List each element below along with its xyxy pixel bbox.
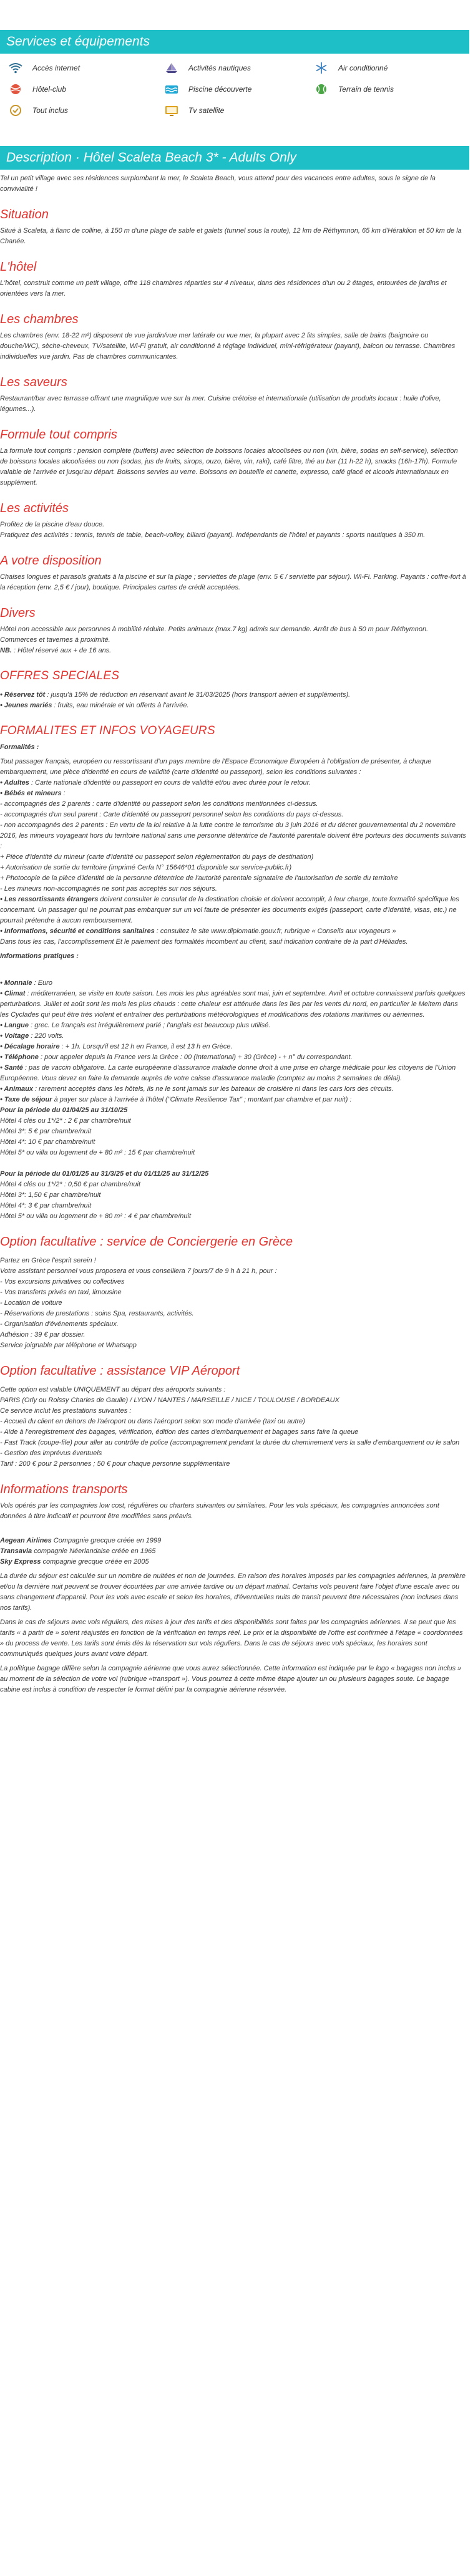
section-title-rooms: Les chambres xyxy=(0,312,79,326)
facility-internet xyxy=(7,61,163,75)
activities-text-1: Profitez de la piscine d'eau douce. xyxy=(0,521,105,528)
facility-label: Accès internet xyxy=(32,63,80,72)
rooms-text: Les chambres (env. 18-22 m²) disposent de vue jardin/vue mer latérale ou vue mer, la plupart avec 2 lits simples, salle de bains (baignoire ou douche/WC), sèche-cheveux, TV/satellite, Wi-Fi gratuit, air conditionné à réglage individuel, mini-réfrigérateur (payant), balcon ou terrasse. Chambres individuelles vue jardin. Pas de chambres communicantes. xyxy=(0,332,456,361)
airline-name: Aegean Airlines xyxy=(0,1537,52,1544)
babies-detail: + Photocopie de la pièce d'identité de la personne détentrice de l'autorité parentale signataire de l'autorisation de sortie du territoire xyxy=(0,874,398,882)
tax-period-title: Pour la période du 01/04/25 au 31/10/25 xyxy=(0,1106,128,1114)
babies-detail: - Les mineurs non-accompagnés ne sont pas acceptés sur nos séjours. xyxy=(0,885,217,893)
all-inclusive-icon xyxy=(7,104,24,117)
transport-intro: Vols opérés par les compagnies low cost, régulières ou charters suivantes ou similaires. Pour les vols spéciaux, les compagnies annoncées sont données à titre indicatif et pourront être modifiées sans préavis. xyxy=(0,1502,439,1520)
tax-line: • Taxe de séjour à payer sur place à l'arrivée à l'hôtel ("Climate Resilience Tax" ; montant par chambre et par nuit) : xyxy=(0,1096,352,1103)
description-content xyxy=(0,173,473,1695)
tax-period-title: Pour la période du 01/01/25 au 31/3/25 et du 01/11/25 au 31/12/25 xyxy=(0,1170,209,1178)
snowflake-icon xyxy=(313,61,329,75)
foreign-line: • Les ressortissants étrangers doivent consulter le consulat de la destination choisie et doivent accomplir, à leur charge, toute formalité spécifique les concernant. Un passager qui ne pourrait pas embarquer sur un vol faute de présenter les documents exigés (passeport, carte d'identité, visas, etc.) ne pourrait prétendre à aucun remboursement. xyxy=(0,896,459,924)
description-header: Description · Hôtel Scaleta Beach 3* - Adults Only xyxy=(0,146,469,170)
vip-list xyxy=(0,1385,467,1470)
formalities-outro: Dans tous les cas, l'accomplissement Et le paiement des formalités incombent au client, sauf indication contraire de la part d'Héliades. xyxy=(0,938,408,946)
transport-para-2: Dans le cas de séjours avec vols réguliers, des mises à jour des tarifs et des disponibilités sont faites par les compagnies aériennes. Il se peut que les tarifs « à partir de » soient réajustés en fonction de la vérification en temps réel. Le prix et la disponibilité de l'offre est confirmée à l'étape « coordonnées » du process de vente. Les tarifs sont émis dès la réservation sur vols réguliers. Dans le cas de séjours avec vols spéciaux, les horaires sont communiqués quelques jours avant votre départ. xyxy=(0,1619,463,1658)
babies-detail: - accompagnés d'un seul parent : Carte d'identité ou passeport personnel selon les conditions du pays ci-dessus. xyxy=(0,811,344,818)
timezone-line: • Décalage horaire : + 1h. Lorsqu'il est 12 h en France, il est 13 h en Grèce. xyxy=(0,1043,233,1050)
vip-line: Ce service inclut les prestations suivantes : xyxy=(0,1407,132,1415)
concierge-line: - Vos excursions privatives ou collectives xyxy=(0,1278,125,1286)
formalities-intro: Tout passager français, européen ou ressortissant d'un pays membre de l'Espace Economique Européen à l'obligation de présenter, à chaque embarquement, une pièce d'identité en cours de validité (carte d'identité ou passeport), selon les conditions suivantes : xyxy=(0,758,432,776)
all-inclusive-text: La formule tout compris : pension complète (buffets) avec sélection de boissons locales alcoolisées ou non (vin, bière, sodas en self-service), sélection de boissons locales alcoolisées ou non (sodas, jus de fruits, sirops, ouzo, bière, vin, raki), café filtre, thé au bar (11 h-22 h), snacks (16h-17h). Formule valable de l'arrivée et jusqu'au départ. Boissons servies au verre. Boissons en bouteille et canette, expresso, café glacé et alcools internationaux en supplément. xyxy=(0,447,458,487)
practical-info-list xyxy=(0,978,467,1222)
vip-line: - Aide à l'enregistrement des bagages, vérification, édition des cartes d'embarquement et bagages sans faire la queue xyxy=(0,1428,359,1436)
formalities-subtitle: Formalités : xyxy=(0,743,39,751)
offer-item: • Jeunes mariés : fruits, eau minérale et vin offerts à l'arrivée. xyxy=(0,702,189,709)
section-title-divers: Divers xyxy=(0,606,36,620)
babies-detail: + Autorisation de sortie du territoire (imprimé Cerfa N° 15646*01 disponible sur service-public.fr) xyxy=(0,864,292,871)
offer-text: : fruits, eau minérale et vin offerts à l'arrivée. xyxy=(52,702,189,709)
vip-line: Tarif : 200 € pour 2 personnes ; 50 € pour chaque personne supplémentaire xyxy=(0,1460,230,1468)
tax-rate: Hôtel 4*: 10 € par chambre/nuit xyxy=(0,1138,95,1146)
airline-name: Transavia xyxy=(0,1547,32,1555)
concierge-list xyxy=(0,1256,467,1351)
tennis-icon xyxy=(313,82,329,96)
section-title-flavors: Les saveurs xyxy=(0,375,67,389)
tax-rate: Hôtel 4*: 3 € par chambre/nuit xyxy=(0,1202,92,1209)
offers-list xyxy=(0,690,467,711)
disposition-text: Chaises longues et parasols gratuits à la piscine et sur la plage ; serviettes de plage (env. 5 € / serviette par séjour). Wi-Fi. Parking. Payants : coffre-fort à la réception (env. 2,5 € / jour), boutique. Principales cartes de crédit acceptées. xyxy=(0,573,466,591)
section-title-offers: OFFRES SPECIALES xyxy=(0,669,120,682)
activities-text-2: Pratiquez des activités : tennis, tennis de table, beach-volley, billard (payant). Indépendants de l'hôtel et payants : sports nautiques à 350 m. xyxy=(0,531,426,539)
section-title-formalities: FORMALITES ET INFOS VOYAGEURS xyxy=(0,724,215,737)
tax-rate: Hôtel 3*: 1,50 € par chambre/nuit xyxy=(0,1191,101,1199)
flavors-text: Restaurant/bar avec terrasse offrant une magnifique vue sur la mer. Cuisine crétoise et internationale (utilisation de produits locaux : huile d'olive, légumes...). xyxy=(0,395,441,413)
tax-rate: Hôtel 4 clés ou 1*/2* : 0,50 € par chambre/nuit xyxy=(0,1181,141,1188)
facility-label: Terrain de tennis xyxy=(338,84,394,94)
facility-tv xyxy=(163,104,313,117)
voltage-line: • Voltage : 220 volts. xyxy=(0,1032,64,1040)
satellite-tv-icon xyxy=(163,104,180,117)
formalities-list xyxy=(0,778,467,947)
facility-hotel-club xyxy=(7,82,163,96)
vip-line: - Gestion des imprévus éventuels xyxy=(0,1450,102,1457)
facility-tennis xyxy=(313,82,463,96)
concierge-line: Service joignable par téléphone et Whatsapp xyxy=(0,1342,137,1349)
divers-note xyxy=(0,646,467,656)
vip-line: Cette option est valable UNIQUEMENT au départ des aéroports suivants : xyxy=(0,1386,226,1393)
note-label: NB. xyxy=(0,647,12,654)
vip-line: - Accueil du client en dehors de l'aéroport ou dans l'aéroport selon son mode d'arrivée (taxi ou autre) xyxy=(0,1418,305,1425)
section-title-concierge: Option facultative : service de Conciergerie en Grèce xyxy=(0,1235,293,1249)
facility-nautical xyxy=(163,61,313,75)
tax-rate: Hôtel 5* ou villa ou logement de + 80 m² : 15 € par chambre/nuit xyxy=(0,1149,195,1156)
airline-line: Aegean Airlines Compagnie grecque créée en 1999 xyxy=(0,1537,162,1544)
offer-label: Jeunes mariés xyxy=(4,702,52,709)
section-title-situation: Situation xyxy=(0,208,49,221)
facility-label: Air conditionné xyxy=(338,63,388,72)
facility-air-conditioning xyxy=(313,61,463,75)
tax-rate: Hôtel 3*: 5 € par chambre/nuit xyxy=(0,1128,92,1135)
section-title-vip: Option facultative : assistance VIP Aéroport xyxy=(0,1364,240,1378)
tax-rate: Hôtel 4 clés ou 1*/2* : 2 € par chambre/nuit xyxy=(0,1117,131,1125)
babies-detail: + Pièce d'identité du mineur (carte d'identité ou passeport selon réglementation du pays de destination) xyxy=(0,853,314,861)
section-title-activities: Les activités xyxy=(0,501,69,515)
section-title-disposition: A votre disposition xyxy=(0,554,102,568)
services-header: Services et équipements xyxy=(0,30,469,54)
intro-text: Tel un petit village avec ses résidences surplombant la mer, le Scaleta Beach, vous attend pour des vacances entre adultes, sous le signe de la convivialité ! xyxy=(0,175,436,193)
facility-label: Activités nautiques xyxy=(188,63,251,72)
babies-line: • Bébés et mineurs : xyxy=(0,790,66,797)
animals-line: • Animaux : rarement acceptés dans les hôtels, ils ne le sont jamais sur les bateaux de croisière ni dans les cars lors des circuits. xyxy=(0,1085,394,1093)
airline-line: Sky Express compagnie grecque créée en 2005 xyxy=(0,1558,149,1566)
sanitary-line: • Informations, sécurité et conditions sanitaires : consultez le site www.diplomatie.gouv.fr, rubrique « Conseils aux voyageurs » xyxy=(0,927,396,935)
facilities-grid xyxy=(0,54,473,117)
transport-para-1: La durée du séjour est calculée sur un nombre de nuitées et non de journées. En raison des horaires imposés par les compagnies aériennes, la première et/ou la dernière nuit peuvent se trouver écourtées par une arrivée tardive ou un départ matinal. Certains vols peuvent faire l'objet d'une escale avec ou sans changement d'appareil. Pour les vols avec escale et selon les horaires, d'éventuelles nuits de transit peuvent être nécessaires (non incluses dans nos tarifs). xyxy=(0,1572,466,1612)
section-title-all-inclusive: Formule tout compris xyxy=(0,428,117,442)
concierge-line: Partez en Grèce l'esprit serein ! xyxy=(0,1257,96,1264)
concierge-line: Adhésion : 39 € par dossier. xyxy=(0,1331,85,1339)
concierge-line: - Organisation d'événements spéciaux. xyxy=(0,1320,119,1328)
babies-detail: - accompagnés des 2 parents : carte d'identité ou passeport selon les conditions mentionnées ci-dessus. xyxy=(0,800,318,808)
facility-label: Tv satellite xyxy=(188,105,225,115)
climate-line: • Climat : méditerranéen, se visite en toute saison. Les mois les plus agréables sont mai, juin et septembre. Avril et octobre connaissent parfois quelques perturbations. Juillet et août sont les mois les plus chauds : cette chaleur est atténuée dans les îles par les vents du nord, en particulier le Meltem dans les Cyclades qui peut être très violent et entraîner des perturbations météorologiques et modifications des rotations maritimes ou aériennes. xyxy=(0,990,466,1019)
section-title-transport: Informations transports xyxy=(0,1483,128,1496)
situation-text: Situé à Scaleta, à flanc de colline, à 150 m d'une plage de sable et galets (tunnel sous la route), 12 km de Réthymnon, 65 km d'Héraklion et 50 km de la Chanée. xyxy=(0,227,462,245)
offer-label: Réservez tôt xyxy=(4,691,46,699)
concierge-line: - Réservations de prestations : soins Spa, restaurants, activités. xyxy=(0,1310,194,1317)
phone-line: • Téléphone : pour appeler depuis la France vers la Grèce : 00 (International) + 30 (Grèce) - + n° du correspondant. xyxy=(0,1053,353,1061)
facility-pool xyxy=(163,82,313,96)
airlines-list xyxy=(0,1536,467,1567)
language-line: • Langue : grec. Le français est irrégulièrement parlé ; l'anglais est beaucoup plus utilisé. xyxy=(0,1022,271,1029)
vip-line: PARIS (Orly ou Roissy Charles de Gaulle) / LYON / NANTES / MARSEILLE / NICE / TOULOUSE / BORDEAUX xyxy=(0,1397,339,1404)
facility-all-inclusive xyxy=(7,104,163,117)
health-line: • Santé : pas de vaccin obligatoire. La carte européenne d'assurance maladie donne droit à une prise en charge médicale pour les citoyens de l'Union Européenne. Vous devez en faire la demande auprès de votre caisse d'assurance maladie (comptez au moins 2 semaines de délai). xyxy=(0,1064,456,1082)
practical-info-title: Informations pratiques : xyxy=(0,952,79,960)
airline-line: Transavia compagnie Néerlandaise créée en 1965 xyxy=(0,1547,156,1555)
pool-icon xyxy=(163,82,180,96)
concierge-line: - Vos transferts privés en taxi, limousine xyxy=(0,1289,122,1296)
ball-icon xyxy=(7,82,24,96)
offer-item: • Réservez tôt : jusqu'à 15% de réduction en réservant avant le 31/03/2025 (hors transport aérien et suppléments). xyxy=(0,691,351,699)
note-text: : Hôtel réservé aux + de 16 ans. xyxy=(11,647,112,654)
offer-text: : jusqu'à 15% de réduction en réservant avant le 31/03/2025 (hors transport aérien et suppléments). xyxy=(45,691,351,699)
currency-line: • Monnaie : Euro xyxy=(0,979,52,987)
concierge-line: - Location de voiture xyxy=(0,1299,62,1307)
sailboat-icon xyxy=(163,61,180,75)
hotel-text: L'hôtel, construit comme un petit village, offre 118 chambres réparties sur 4 niveaux, dans des résidences d'un ou 2 étages, entourées de jardins et orientées vers la mer. xyxy=(0,279,447,298)
tax-rate: Hôtel 5* ou villa ou logement de + 80 m² : 4 € par chambre/nuit xyxy=(0,1213,192,1220)
adults-line: • Adultes : Carte nationale d'identité ou passeport en cours de validité et/ou avec durée pour le retour. xyxy=(0,779,311,787)
vip-line: - Fast Track (coupe-file) pour aller au contrôle de police (accompagnement pendant la durée du cheminement vers la salle d'embarquement ou le salon xyxy=(0,1439,460,1446)
babies-detail: - non accompagnés des 2 parents : En vertu de la loi relative à la lutte contre le terrorisme du 3 juin 2016 et du décret gouvernemental du 2 novembre 2016, les mineurs voyageant hors du territoire national sans une personne détentrice de l'autorité parentale doivent être porteurs des documents suivants : xyxy=(0,821,466,850)
facility-label: Piscine découverte xyxy=(188,84,252,94)
concierge-line: Votre assistant personnel vous proposera et vous conseillera 7 jours/7 de 9 h à 21 h, pour : xyxy=(0,1267,277,1275)
facility-label: Tout inclus xyxy=(32,105,68,115)
divers-text: Hôtel non accessible aux personnes à mobilité réduite. Petits animaux (max.7 kg) admis sur demande. Arrêt de bus à 50 m pour Réthymnon. Commerces et tavernes à proximité. xyxy=(0,626,429,644)
wifi-icon xyxy=(7,61,24,75)
airline-name: Sky Express xyxy=(0,1558,41,1566)
facility-label: Hôtel-club xyxy=(32,84,67,94)
transport-para-3: La politique bagage diffère selon la compagnie aérienne que vous aurez sélectionnée. Cette information est indiquée par le logo « bagages non inclus » au moment de la sélection de votre vol (rubrique «transport »). Vous pourrez à cette même étape ajouter un ou plusieurs bagages soute. Le bagage cabine est inclus à condition de respecter le format défini par la compagnie aérienne réservée. xyxy=(0,1665,462,1693)
section-title-hotel: L'hôtel xyxy=(0,260,37,274)
